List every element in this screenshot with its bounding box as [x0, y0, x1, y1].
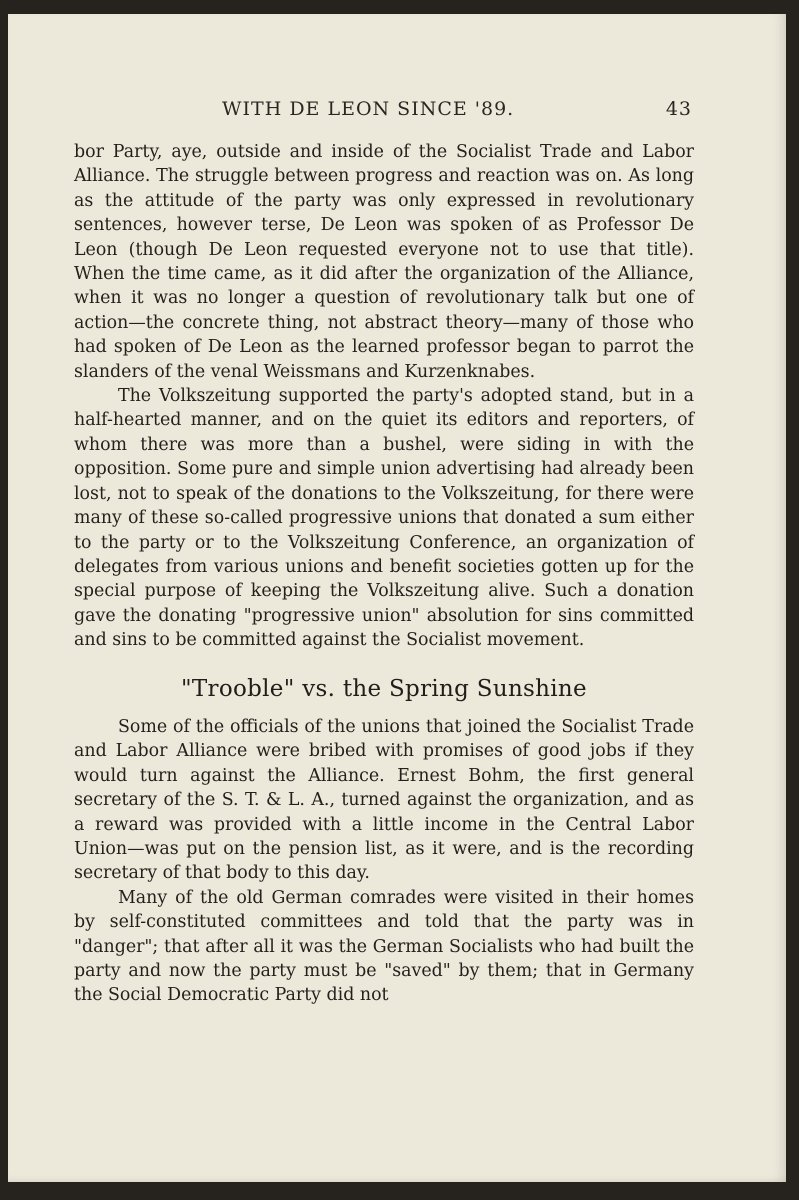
paragraph-continued: bor Party, aye, outside and inside of the Socialist Trade and Labor Alliance. The struggle between progress and reaction was on. As long as the attitude of the party was only expressed in revolutionary sentences, however terse, De Leon was spoken of as Professor De Leon (though De Leon requested everyone not to use that title). When the time came, as it did after the organization of the Alliance, when it was no longer a question of revolutionary talk but one of action—the concrete thing, not abstract theory—many of those who had spoken of De Leon as the learned professor began to parrot the slanders of the venal Weissmans and Kurzenknabes. — [74, 142, 694, 382]
paragraph-officials: Some of the officials of the unions that joined the Socialist Trade and Labor Alliance were bribed with promises of good jobs if they would turn against the Alliance. Ernest Bohm, the first general secretary of the S. T. & L. A., turned against the organization, and as a reward was provided with a little income in the Central Labor Union—was put on the pension list, as it were, and is the recording secretary of that body to this day. — [74, 716, 694, 884]
body-text — [74, 140, 694, 1008]
running-title: WITH DE LEON SINCE '89. — [222, 98, 515, 120]
page-number: 43 — [665, 98, 692, 120]
section-heading: "Trooble" vs. the Spring Sunshine — [181, 675, 587, 702]
paragraph-german-comrades: Many of the old German comrades were visited in their homes by self-constituted committees and told that the party was in "danger"; that after all it was the German Socialists who had built the party and now the party must be "saved" by them; that in Germany the Social Democratic Party did not — [74, 887, 694, 1006]
paragraph-volkszeitung: The Volkszeitung supported the party's adopted stand, but in a half-hearted manner, and on the quiet its editors and reporters, of whom there was more than a bushel, were siding in with the opposition. Some pure and simple union advertising had already been lost, not to speak of the donations to the Volkszeitung, for there were many of these so-called progressive unions that donated a sum either to the party or to the Volkszeitung Conference, an organization of delegates from various unions and benefit societies gotten up for the special purpose of keeping the Volkszeitung alive. Such a donation gave the donating "progressive union" absolution for sins committed and sins to be committed against the Socialist movement. — [74, 386, 694, 651]
